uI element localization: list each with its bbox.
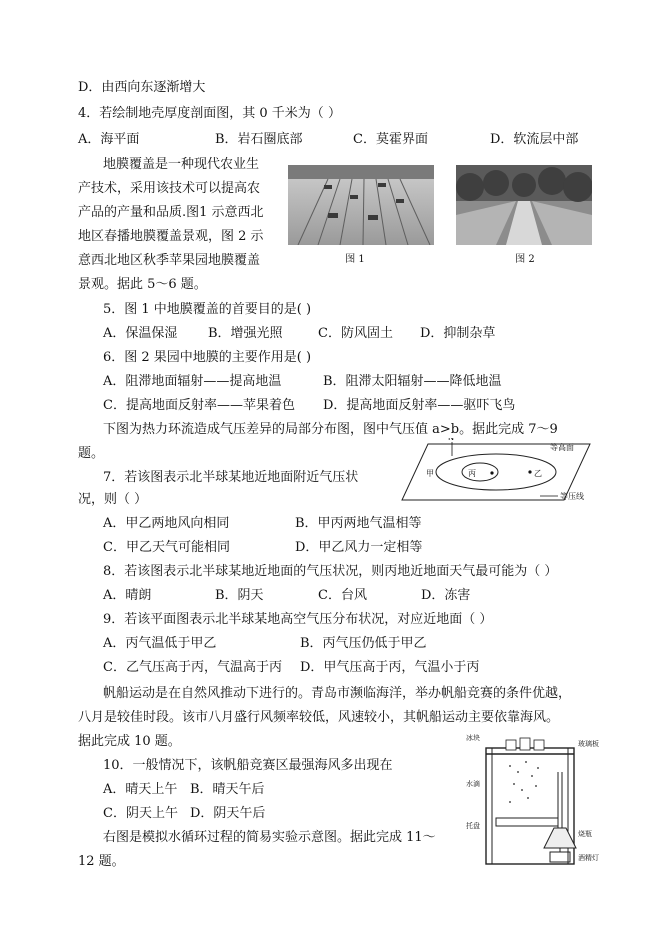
q7-stem-line2: 况，则（ ） xyxy=(78,492,148,507)
sail-intro-line3: 据此完成 10 题。 xyxy=(78,734,181,749)
film-intro-line2: 产技术，采用该技术可以提高农 xyxy=(78,181,261,196)
film-intro-line5: 意西北地区秋季苹果园地膜覆盖 xyxy=(78,253,261,268)
label-burner: 酒精灯 xyxy=(578,854,599,862)
water-cycle-apparatus xyxy=(466,732,600,872)
label-tray: 托盘 xyxy=(466,822,480,830)
water-intro-line2: 12 题。 xyxy=(78,854,125,869)
q7-option-a: A．甲乙两地风向相同 xyxy=(103,516,230,531)
q9-option-c: C．乙气压高于丙，气温高于丙 xyxy=(103,660,282,675)
sail-intro-line2: 八月是较佳时段。该市八月盛行风频率较低，风速较小，其帆船运动主要依靠海风。 xyxy=(78,710,560,725)
q10-option-d: D．阴天午后 xyxy=(190,806,266,821)
q10-option-c: C．阴天上午 xyxy=(103,806,178,821)
q6-option-a: A．阻滞地面辐射——提高地温 xyxy=(103,374,282,389)
q7-option-d: D．甲乙风力一定相等 xyxy=(295,540,423,555)
q5-option-c: C．防风固土 xyxy=(318,326,393,341)
q4-option-c: C．莫霍界面 xyxy=(353,132,428,147)
sail-intro-line1: 帆船运动是在自然风推动下进行的。青岛市濒临海洋，举办帆船竞赛的条件优越， xyxy=(103,686,572,701)
film-intro-line4: 地区春播地膜覆盖景观，图 2 示 xyxy=(78,229,264,244)
q4-option-a: A．海平面 xyxy=(78,132,140,147)
q10-option-a: A．晴天上午 xyxy=(103,782,178,797)
figure-2-photo xyxy=(456,165,592,245)
q9-option-a: A．丙气温低于甲乙 xyxy=(103,636,217,651)
label-water-drops: 水滴 xyxy=(466,780,480,788)
q7-stem-line1: 7．若该图表示北半球某地近地面附近气压状 xyxy=(103,470,359,485)
q3-option-d: D．由西向东逐渐增大 xyxy=(78,80,206,95)
q5-option-a: A．保温保湿 xyxy=(103,326,178,341)
q4-option-b: B．岩石圈底部 xyxy=(215,132,303,147)
label-equal-height: 等高面 xyxy=(550,443,574,452)
label-bing: 丙 xyxy=(468,469,476,478)
q7-option-c: C．甲乙天气可能相同 xyxy=(103,540,230,555)
water-intro-line1: 右图是模拟水循环过程的简易实验示意图。据此完成 11～ xyxy=(103,830,436,845)
q5-option-d: D．抑制杂草 xyxy=(420,326,496,341)
figure-1-caption: 图 1 xyxy=(345,254,365,265)
q9-option-d: D．甲气压高于丙，气温小于丙 xyxy=(300,660,480,675)
q6-option-b: B．阻滞太阳辐射——降低地温 xyxy=(323,374,502,389)
q8-option-b: B．阴天 xyxy=(215,588,264,603)
label-yi: 乙 xyxy=(534,469,542,478)
q8-option-a: A．晴朗 xyxy=(103,588,152,603)
film-intro-line3: 产品的产量和品质.图1 示意西北 xyxy=(78,205,264,220)
q4-stem: 4．若绘制地壳厚度剖面图，其 0 千米为（ ） xyxy=(78,106,341,121)
q10-option-b: B．晴天午后 xyxy=(190,782,265,797)
figure-1-photo xyxy=(288,165,434,245)
film-intro-line6: 景观。据此 5～6 题。 xyxy=(78,277,207,292)
label-glass-plate: 玻璃板 xyxy=(578,740,599,748)
label-isobar: 等压线 xyxy=(560,492,584,501)
q6-stem: 6．图 2 果园中地膜的主要作用是( ) xyxy=(103,350,312,365)
q6-option-d: D．提高地面反射率——驱吓飞鸟 xyxy=(323,398,516,413)
label-flask: 烧瓶 xyxy=(578,830,592,838)
north-label xyxy=(448,438,454,442)
q5-stem: 5．图 1 中地膜覆盖的首要目的是( ) xyxy=(103,302,312,317)
pressure-intro-line2: 题。 xyxy=(78,446,105,461)
film-intro-line1: 地膜覆盖是一种现代农业生 xyxy=(103,157,260,172)
q9-stem: 9．若该平面图表示北半球某地高空气压分布状况，对应近地面（ ） xyxy=(103,612,493,627)
q5-option-b: B．增强光照 xyxy=(208,326,283,341)
q8-option-c: C．台风 xyxy=(318,588,367,603)
figure-2-caption: 图 2 xyxy=(515,254,535,265)
pressure-intro-line1: 下图为热力环流造成气压差异的局部分布图，图中气压值 a>b。据此完成 7～9 xyxy=(103,422,558,437)
q10-stem: 10．一般情况下，该帆船竞赛区最强海风多出现在 xyxy=(103,758,393,773)
q9-option-b: B．丙气压仍低于甲乙 xyxy=(300,636,427,651)
q6-option-c: C．提高地面反射率——苹果着色 xyxy=(103,398,295,413)
q8-stem: 8．若该图表示北半球某地近地面的气压状况，则丙地近地面天气最可能为（ ） xyxy=(103,564,558,579)
label-jia: 甲 xyxy=(426,469,434,478)
label-ice: 冰块 xyxy=(466,734,480,742)
q4-option-d: D．软流层中部 xyxy=(490,132,579,147)
q7-option-b: B．甲丙两地气温相等 xyxy=(295,516,422,531)
q8-option-d: D．冻害 xyxy=(421,588,471,603)
pressure-diagram xyxy=(400,438,592,506)
